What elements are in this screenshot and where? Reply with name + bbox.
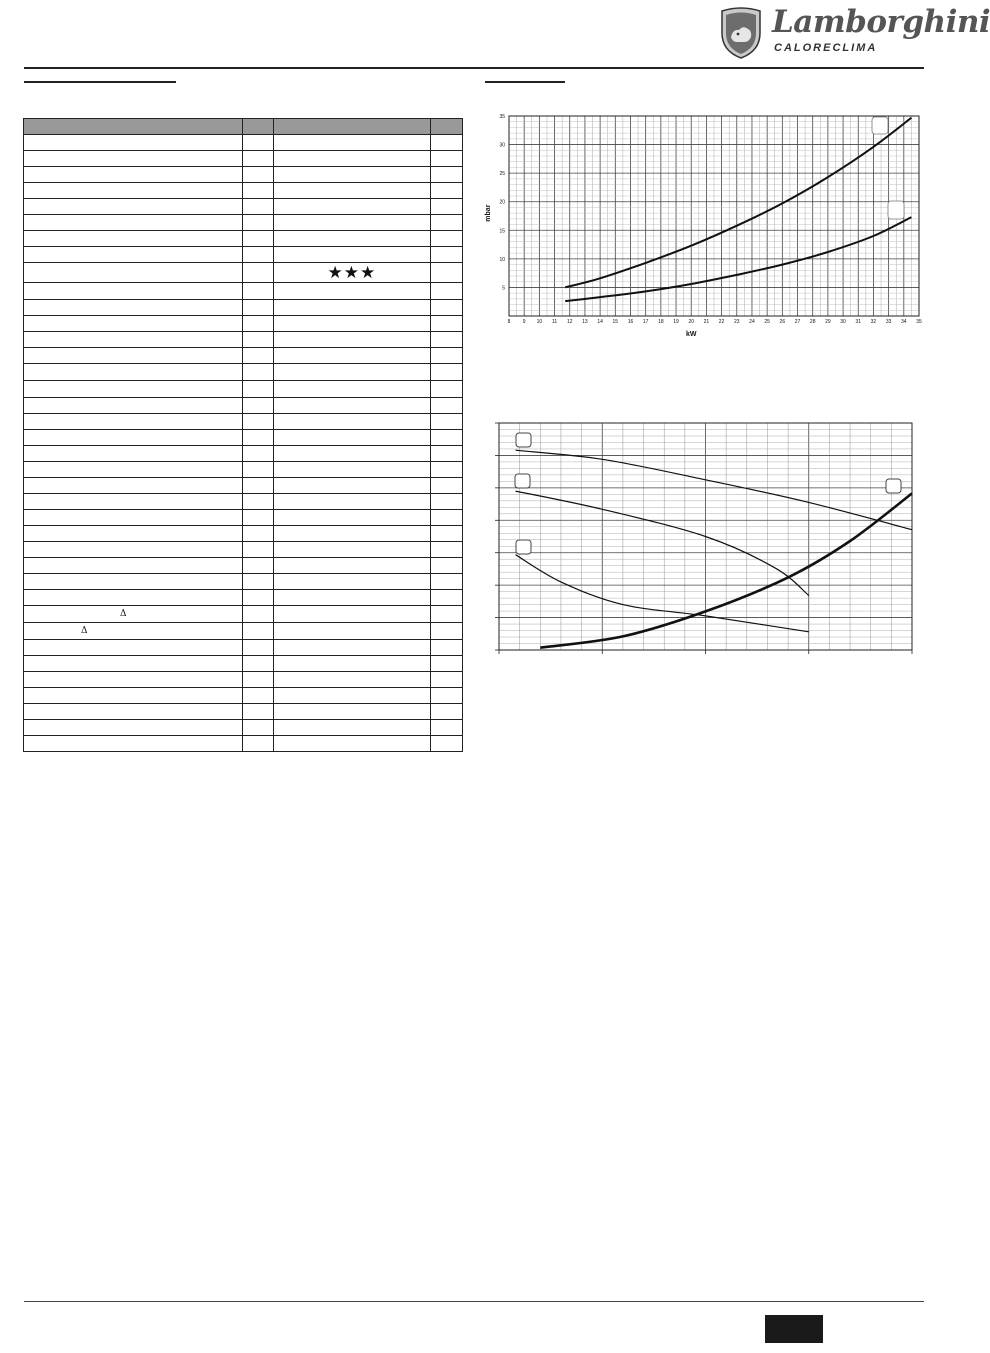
table-cell	[273, 381, 430, 398]
y-tick-label: 30	[499, 142, 505, 149]
brand-name: Lamborghini	[772, 4, 990, 40]
table-cell	[242, 736, 273, 752]
table-cell	[273, 688, 430, 704]
table-cell	[242, 430, 273, 446]
table-cell	[430, 398, 462, 414]
table-row	[24, 183, 463, 199]
table-cell	[273, 430, 430, 446]
table-cell	[24, 316, 243, 332]
table-cell	[24, 640, 243, 656]
table-row	[24, 542, 463, 558]
table-cell	[24, 736, 243, 752]
table-cell	[430, 623, 462, 640]
table-cell	[24, 590, 243, 606]
table-cell	[242, 558, 273, 574]
table-row	[24, 381, 463, 398]
table-row	[24, 478, 463, 494]
table-cell	[430, 574, 462, 590]
table-row	[24, 590, 463, 606]
table-cell	[242, 542, 273, 558]
table-cell	[24, 494, 243, 510]
table-cell	[430, 672, 462, 688]
table-row	[24, 656, 463, 672]
table-cell	[242, 300, 273, 316]
table-row	[24, 316, 463, 332]
table-cell	[273, 672, 430, 688]
table-cell	[24, 199, 243, 215]
table-row	[24, 558, 463, 574]
gas-pressure-chart	[484, 104, 924, 340]
pump-head-chart	[485, 410, 915, 653]
y-axis-label: mbar	[485, 204, 492, 222]
table-cell	[242, 494, 273, 510]
x-tick-label: 23	[733, 319, 740, 325]
table-row	[24, 640, 463, 656]
x-tick-label: 30	[840, 319, 846, 325]
table-cell	[242, 364, 273, 381]
table-cell	[430, 704, 462, 720]
table-cell	[273, 364, 430, 381]
table-cell	[242, 135, 273, 151]
table-cell	[430, 688, 462, 704]
table-cell	[273, 606, 430, 623]
table-cell	[273, 300, 430, 316]
table-cell	[242, 199, 273, 215]
table-header-cell	[430, 119, 462, 135]
y-tick-label: 35	[499, 114, 505, 120]
table-cell	[273, 623, 430, 640]
table-row	[24, 167, 463, 183]
table-row	[24, 446, 463, 462]
table-cell	[24, 167, 243, 183]
table-row	[24, 414, 463, 430]
table-cell	[273, 574, 430, 590]
x-tick-label: 11	[551, 319, 558, 325]
table-cell	[24, 672, 243, 688]
table-cell	[242, 332, 273, 348]
table-row	[24, 574, 463, 590]
table-cell	[242, 381, 273, 398]
x-tick-label: 13	[582, 319, 588, 325]
table-cell	[430, 231, 462, 247]
table-cell	[24, 574, 243, 590]
table-cell	[24, 526, 243, 542]
table-cell	[273, 263, 430, 283]
table-cell	[430, 348, 462, 364]
lamborghini-shield-logo	[718, 7, 764, 59]
table-header-cell	[273, 119, 430, 135]
x-tick-label: 26	[779, 319, 786, 325]
table-cell	[24, 364, 243, 381]
curve-label-box-4	[886, 479, 901, 493]
table-cell	[242, 656, 273, 672]
table-cell	[273, 462, 430, 478]
table-cell	[242, 462, 273, 478]
x-tick-label: 35	[916, 319, 922, 325]
table-cell	[273, 316, 430, 332]
table-cell	[273, 348, 430, 364]
table-row	[24, 332, 463, 348]
table-header-cell	[242, 119, 273, 135]
table-cell	[24, 231, 243, 247]
table-cell	[273, 704, 430, 720]
table-cell	[430, 364, 462, 381]
table-cell	[430, 494, 462, 510]
table-cell	[24, 656, 243, 672]
table-cell	[24, 215, 243, 231]
curve-label-box-b	[888, 201, 904, 219]
x-tick-label: 18	[658, 319, 664, 325]
table-cell	[242, 478, 273, 494]
table-cell	[24, 263, 243, 283]
table-cell	[430, 300, 462, 316]
table-cell	[430, 446, 462, 462]
table-cell	[430, 332, 462, 348]
series-line-1	[516, 450, 913, 530]
table-cell	[273, 526, 430, 542]
table-cell	[430, 542, 462, 558]
y-tick-label: 10	[499, 256, 505, 263]
table-row	[24, 263, 463, 283]
x-tick-label: 24	[749, 319, 755, 325]
table-cell	[24, 151, 243, 167]
table-row	[24, 736, 463, 752]
table-row	[24, 430, 463, 446]
table-cell	[242, 348, 273, 364]
x-tick-label: 22	[718, 319, 725, 325]
x-tick-label: 8	[507, 319, 511, 325]
table-row	[24, 231, 463, 247]
y-tick-label: 5	[502, 285, 505, 292]
x-tick-label: 16	[627, 319, 634, 325]
table-row	[24, 364, 463, 381]
table-cell	[430, 135, 462, 151]
table-cell	[242, 590, 273, 606]
table-cell	[24, 720, 243, 736]
table-cell	[273, 720, 430, 736]
x-tick-label: 19	[673, 319, 679, 325]
table-cell	[24, 135, 243, 151]
table-cell	[273, 332, 430, 348]
table-row	[24, 494, 463, 510]
table-header-cell	[24, 119, 243, 135]
curve-label-box-2	[515, 474, 530, 488]
table-cell	[273, 640, 430, 656]
table-cell	[24, 300, 243, 316]
table-cell	[242, 720, 273, 736]
x-tick-label: 21	[703, 319, 710, 325]
table-cell	[242, 215, 273, 231]
table-cell	[273, 398, 430, 414]
table-cell	[273, 414, 430, 430]
curve-label-box-1	[516, 433, 531, 447]
table-row	[24, 283, 463, 300]
table-row	[24, 720, 463, 736]
table-cell	[24, 332, 243, 348]
table-cell	[242, 688, 273, 704]
table-cell	[273, 199, 430, 215]
table-cell	[242, 606, 273, 623]
table-cell	[273, 135, 430, 151]
table-cell	[242, 623, 273, 640]
table-cell	[24, 462, 243, 478]
table-row	[24, 623, 463, 640]
x-tick-label: 15	[612, 319, 619, 325]
table-cell	[430, 590, 462, 606]
table-cell	[273, 736, 430, 752]
table-cell	[242, 167, 273, 183]
curve-label-box-a	[872, 117, 888, 134]
table-cell	[242, 510, 273, 526]
table-row	[24, 462, 463, 478]
x-tick-label: 10	[536, 319, 543, 325]
table-cell	[430, 478, 462, 494]
table-cell	[430, 316, 462, 332]
y-tick-label: 20	[499, 199, 505, 206]
table-cell	[430, 510, 462, 526]
table-cell	[24, 381, 243, 398]
table-cell	[24, 446, 243, 462]
x-tick-label: 12	[566, 319, 573, 325]
curve-label-box-3	[516, 540, 531, 554]
table-cell	[430, 736, 462, 752]
table-cell	[242, 151, 273, 167]
table-cell	[430, 656, 462, 672]
table-cell	[430, 167, 462, 183]
table-row	[24, 526, 463, 542]
x-axis-label: kW	[685, 331, 697, 338]
x-tick-label: 27	[794, 319, 801, 325]
table-cell	[430, 720, 462, 736]
table-cell	[273, 446, 430, 462]
table-cell	[242, 640, 273, 656]
table-cell	[242, 316, 273, 332]
table-row	[24, 247, 463, 263]
table-cell	[242, 231, 273, 247]
table-row	[24, 215, 463, 231]
section-title-underline-right	[485, 81, 565, 83]
series-line-1	[565, 118, 911, 288]
table-row	[24, 348, 463, 364]
table-cell	[273, 167, 430, 183]
series-line-3	[516, 555, 809, 632]
table-row	[24, 606, 463, 623]
table-cell	[242, 247, 273, 263]
table-cell	[273, 510, 430, 526]
table-cell	[430, 640, 462, 656]
table-cell	[430, 215, 462, 231]
technical-data-table	[23, 118, 463, 752]
table-cell	[273, 656, 430, 672]
table-cell	[24, 510, 243, 526]
table-cell	[242, 183, 273, 199]
table-cell	[430, 247, 462, 263]
series-line-2	[516, 491, 809, 595]
table-cell	[430, 414, 462, 430]
table-cell	[242, 526, 273, 542]
table-cell	[24, 704, 243, 720]
table-cell	[24, 688, 243, 704]
table-cell	[273, 542, 430, 558]
table-row	[24, 300, 463, 316]
table-cell	[242, 398, 273, 414]
table-cell	[24, 183, 243, 199]
table-row	[24, 704, 463, 720]
table-cell	[430, 199, 462, 215]
table-cell	[430, 526, 462, 542]
table-cell	[24, 398, 243, 414]
footer-rule	[24, 1301, 924, 1302]
table-cell	[242, 446, 273, 462]
table-cell	[430, 183, 462, 199]
table-cell	[242, 704, 273, 720]
table-cell	[273, 231, 430, 247]
table-cell	[430, 462, 462, 478]
table-cell	[24, 283, 243, 300]
table-row	[24, 151, 463, 167]
x-tick-label: 25	[764, 319, 770, 325]
table-cell	[24, 348, 243, 364]
table-cell	[430, 151, 462, 167]
x-tick-label: 29	[825, 319, 831, 325]
x-tick-label: 20	[688, 319, 695, 325]
table-cell	[242, 414, 273, 430]
table-row	[24, 135, 463, 151]
table-cell	[242, 672, 273, 688]
table-cell	[430, 283, 462, 300]
x-tick-label: 31	[855, 319, 862, 325]
header-rule	[24, 67, 924, 69]
table-row	[24, 688, 463, 704]
table-cell	[430, 263, 462, 283]
page-number-box	[765, 1315, 823, 1343]
x-tick-label: 28	[809, 319, 816, 325]
table-cell	[273, 590, 430, 606]
table-cell	[24, 623, 243, 640]
table-cell	[242, 574, 273, 590]
table-cell	[242, 283, 273, 300]
table-row	[24, 398, 463, 414]
x-tick-label: 33	[885, 319, 892, 325]
table-cell	[273, 283, 430, 300]
table-cell	[273, 183, 430, 199]
x-tick-label: 32	[870, 319, 877, 325]
table-cell	[273, 215, 430, 231]
table-cell	[273, 247, 430, 263]
table-cell	[24, 247, 243, 263]
brand-subtitle: CALORECLIMA	[774, 42, 878, 54]
x-tick-label: 17	[642, 319, 649, 325]
table-row	[24, 199, 463, 215]
x-tick-label: 14	[597, 319, 603, 325]
table-cell	[273, 558, 430, 574]
table-cell	[430, 558, 462, 574]
table-cell	[24, 542, 243, 558]
table-cell	[24, 558, 243, 574]
table-cell	[273, 478, 430, 494]
table-cell	[273, 151, 430, 167]
x-tick-label: 9	[522, 319, 526, 325]
x-tick-label: 34	[901, 319, 907, 325]
table-cell	[273, 494, 430, 510]
table-header-row	[24, 119, 463, 135]
y-tick-label: 15	[499, 228, 505, 235]
table-row	[24, 672, 463, 688]
y-tick-label: 25	[499, 171, 505, 178]
delta-symbol: Δ	[81, 626, 88, 636]
energy-rating-stars: ★★★	[327, 263, 377, 282]
table-cell	[430, 606, 462, 623]
section-title-underline-left	[24, 81, 176, 83]
table-cell	[430, 381, 462, 398]
table-cell	[24, 606, 243, 623]
table-cell	[242, 263, 273, 283]
table-cell	[24, 414, 243, 430]
table-row	[24, 510, 463, 526]
table-cell	[24, 478, 243, 494]
table-cell	[24, 430, 243, 446]
delta-symbol: Δ	[120, 609, 127, 619]
table-cell	[430, 430, 462, 446]
